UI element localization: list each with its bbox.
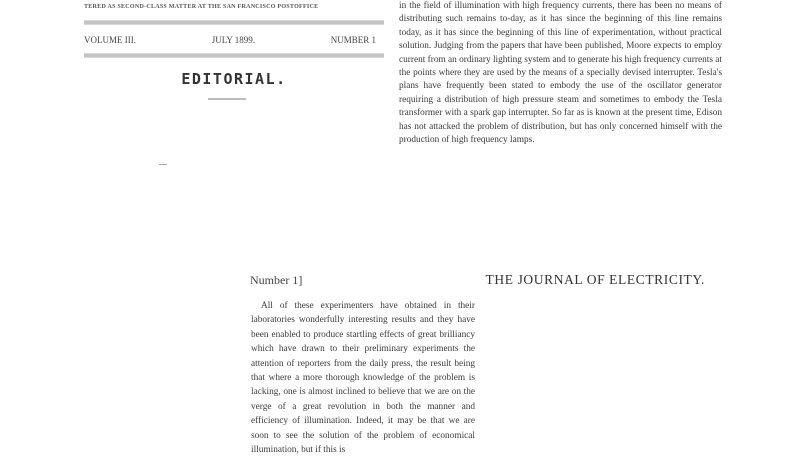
section-divider — [208, 98, 246, 100]
page-number-label: Number 1] — [250, 273, 303, 287]
paragraph: All of these experimenters have obtained in their laboratories wonderfully interesting results and they have been enabled to produce startling effects of great brilliancy which have drawn to their preliminary experiments the attention of reporters from the daily press, the result being that where a more thorough knowledge of the problem is lacking, one is almost inclined to believe that we are on the verge of a great revolution in both the manner and efficiency of illumination. Indeed, it may be that we are soon to see the solution of the problem of economical illumination, but if this is — [251, 301, 475, 456]
issue-number: NUMBER 1 — [330, 35, 376, 45]
double-rule-top — [84, 20, 384, 25]
running-head — [250, 272, 705, 288]
issue-line — [84, 35, 376, 45]
volume-label: VOLUME III. — [84, 35, 136, 45]
right-column-text — [399, 0, 722, 147]
double-rule-bottom — [84, 53, 384, 58]
section-title: EDITORIAL. — [181, 70, 287, 88]
issue-date: JULY 1899. — [211, 35, 255, 45]
second-class-notice: TERED AS SECOND-CLASS MATTER AT THE SAN FRANCISCO POSTOFFICE — [84, 3, 319, 10]
journal-title: THE JOURNAL OF ELECTRICITY. — [485, 272, 705, 287]
dash-mark — [159, 164, 167, 165]
masthead — [84, 0, 384, 100]
lower-column-text — [251, 299, 475, 457]
paragraph: in the field of illumination with high frequency currents, there has been no means of distributing such remains to-day, as it has since the beginning of this line remains today, as it has since the beginning of this line of experimentation, without practical solution. Judging from the papers that have been published, Moore expects to employ current from an ordinary lighting system and to generate his high frequency currents at the points where they are used by the means of a specially devised interrupter. Tesla's plans have frequently been stated to embody the use of the oscillator generator requiring a distribution of high pressure steam and sometimes to embody the Tesla transformer with a spark gap interrupter. So far as is known at the present time, Edison has not attacked the problem of distribution, but has only concerned himself with the production of high frequency lamps. — [399, 1, 722, 146]
